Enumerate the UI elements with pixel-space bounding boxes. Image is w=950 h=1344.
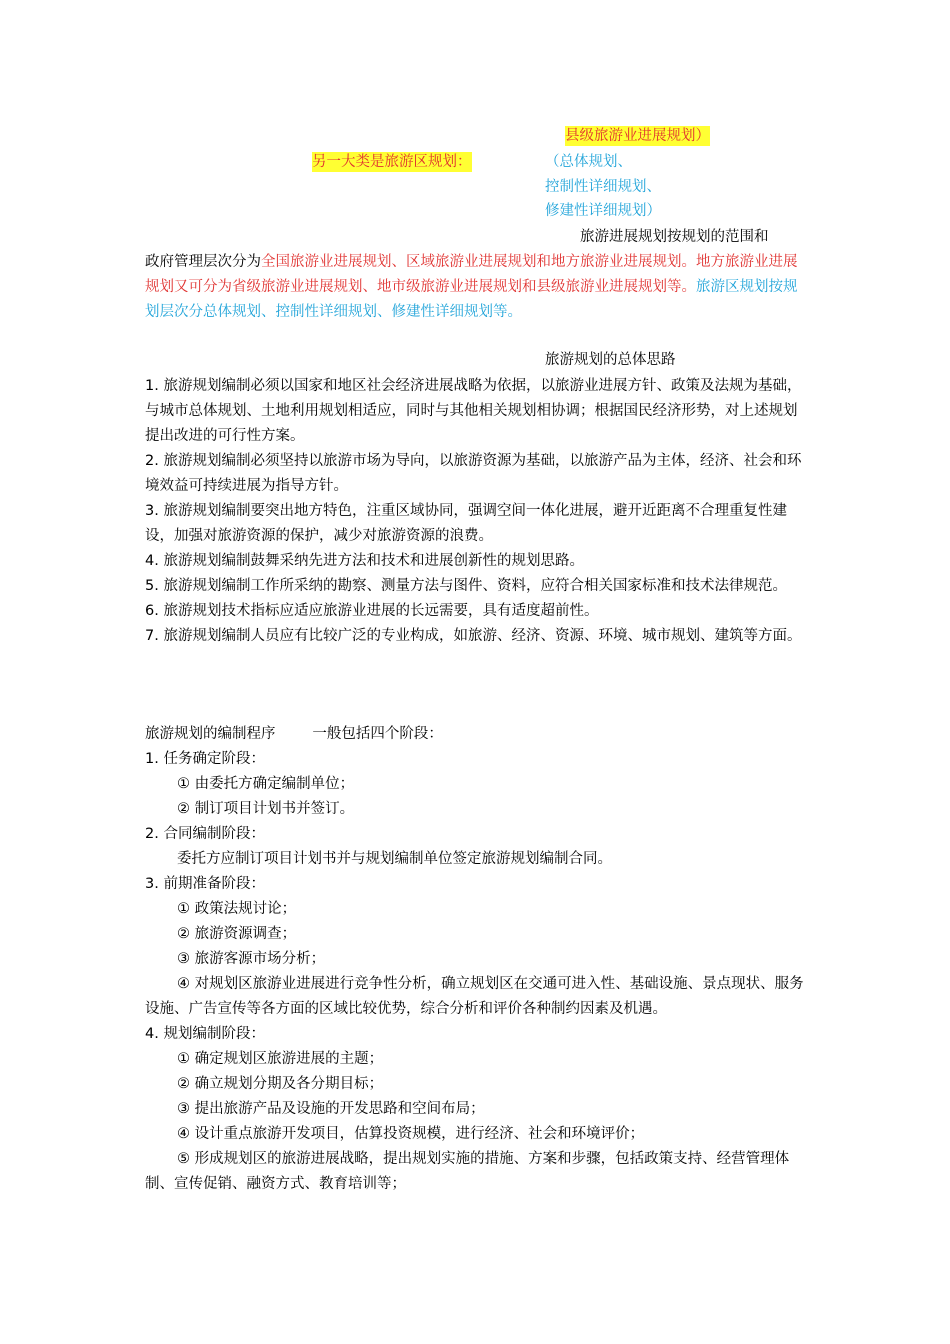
thinking-item: 3. 旅游规划编制要突出地方特色，注重区域协同，强调空间一体化进展，避开近距离不合理重复性建设，加强对旅游资源的保护，减少对旅游资源的浪费。	[145, 503, 787, 544]
stage4-item: ② 确立规划分期及各分期目标；	[177, 1076, 384, 1092]
procedure-section	[145, 722, 810, 1197]
scenic-item-control: 控制性详细规划、	[545, 179, 661, 195]
scenic-item-construction: 修建性详细规划）	[545, 203, 661, 219]
stage3-item: ③ 旅游客源市场分析；	[177, 951, 326, 967]
thinking-item: 7. 旅游规划编制人员应有比较广泛的专业构成，如旅游、经济、资源、环境、城市规划、建筑等方面。	[145, 628, 802, 644]
summary-red-national: 全国旅游业进展规划、区域旅游业进展规划和地方旅游业进展规划。	[261, 254, 696, 270]
thinking-item: 6. 旅游规划技术指标应适应旅游业进展的长远需要，具有适度超前性。	[145, 603, 599, 619]
stage1-item: ① 由委托方确定编制单位；	[177, 776, 355, 792]
stage3-item: ① 政策法规讨论；	[177, 901, 297, 917]
summary-black: 政府管理层次分为	[145, 254, 261, 270]
stage4-item: ① 确定规划区旅游进展的主题；	[177, 1051, 384, 1067]
county-plan-label: 县级旅游业进展规划）	[565, 128, 710, 144]
stage3-item: ② 旅游资源调查；	[177, 926, 297, 942]
thinking-item: 2. 旅游规划编制必须坚持以旅游市场为导向，以旅游资源为基础，以旅游产品为主体，经济、社会和环境效益可持续进展为指导方针。	[145, 453, 802, 494]
thinking-item: 4. 旅游规划编制鼓舞采纳先进方法和技术和进展创新性的规划思路。	[145, 553, 584, 569]
summary-red-local: 地方旅游业进展规划又可分为省级旅游业进展规划、地市级旅游业进展规划和县级旅游业进展规划等。	[145, 254, 798, 295]
stage3-item: ④ 对规划区旅游业进展进行竞争性分析，确立规划区在交通可进入性、基础设施、景点现状、服务设施、广告宣传等各方面的区域比较优势，综合分析和评价各种制约因素及机遇。	[145, 976, 804, 1017]
scenic-item-overall: （总体规划、	[545, 154, 632, 170]
summary-line1: 旅游进展规划按规划的范围和	[580, 229, 769, 245]
summary-paragraph	[145, 250, 810, 325]
stage4-item: ③ 提出旅游产品及设施的开发思路和空间布局；	[177, 1101, 485, 1117]
stage4-item: ⑤ 形成规划区的旅游进展战略，提出规划实施的措施、方案和步骤，包括政策支持、经营管理体制、宣传促销、融资方式、教育培训等；	[145, 1151, 790, 1192]
stage1-item: ② 制订项目计划书并签订。	[177, 801, 355, 817]
stage1-heading: 1. 任务确定阶段：	[145, 751, 265, 767]
summary-cyan-scenic: 旅游区规划按规划层次分总体规划、控制性详细规划、修建性详细规划等。	[145, 279, 798, 320]
scenic-area-plan-label: 另一大类是旅游区规划：	[312, 154, 472, 170]
stage2-text: 委托方应制订项目计划书并与规划编制单位签定旅游规划编制合同。	[177, 851, 612, 867]
thinking-item: 5. 旅游规划编制工作所采纳的勘察、测量方法与图件、资料，应符合相关国家标准和技术法律规范。	[145, 578, 787, 594]
thinking-item: 1. 旅游规划编制必须以国家和地区社会经济进展战略为依据，以旅游业进展方针、政策及法规为基础，与城市总体规划、土地利用规划相适应，同时与其他相关规划相协调；根据国民经济形势，对上述规划提出改进的可行性方案。	[145, 378, 802, 444]
thinking-list	[145, 374, 810, 649]
procedure-heading: 旅游规划的编制程序 一般包括四个阶段：	[145, 726, 443, 742]
thinking-title: 旅游规划的总体思路	[545, 352, 676, 368]
stage3-heading: 3. 前期准备阶段：	[145, 876, 265, 892]
stage2-heading: 2. 合同编制阶段：	[145, 826, 265, 842]
stage4-heading: 4. 规划编制阶段：	[145, 1026, 265, 1042]
stage4-item: ④ 设计重点旅游开发项目，估算投资规模，进行经济、社会和环境评价；	[177, 1126, 645, 1142]
